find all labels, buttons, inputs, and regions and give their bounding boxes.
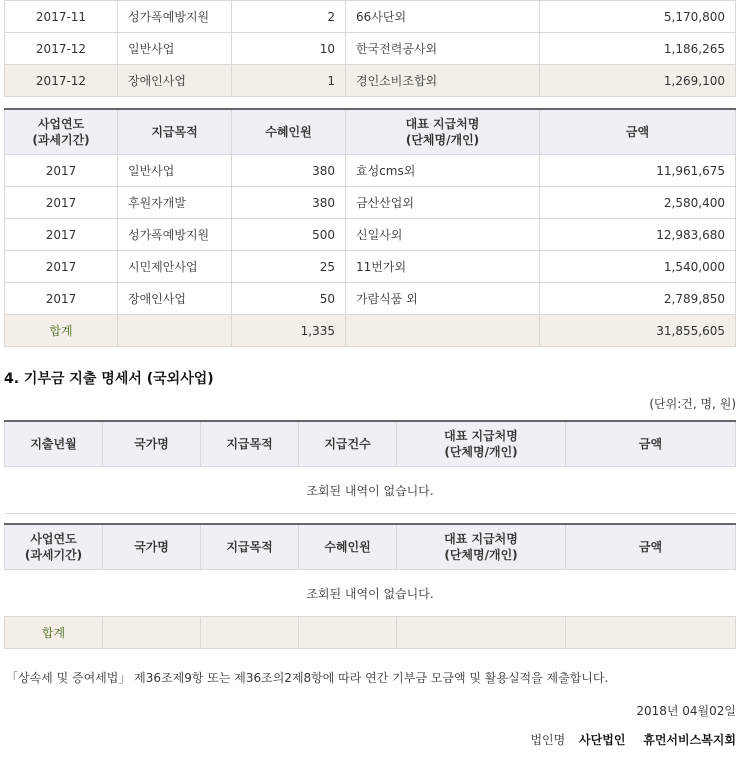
total-empty-cell [397, 617, 566, 649]
table-row [5, 219, 736, 251]
table-row [5, 1, 736, 33]
header-month: 지출년월 [5, 421, 103, 467]
header-recipient [346, 109, 540, 155]
table-row [5, 155, 736, 187]
cell-recipient: 66사단외 [346, 1, 540, 33]
header-label: 대표 지급처명 (단체명/개인) [405, 117, 480, 147]
cell-year: 2017 [5, 219, 118, 251]
total-empty-cell [103, 617, 201, 649]
total-count: 1,335 [232, 315, 346, 347]
overseas-summary-table [4, 523, 736, 649]
header-purpose: 지급목적 [118, 109, 232, 155]
corporation-name [530, 731, 736, 748]
total-empty-cell [118, 315, 232, 347]
table-row [5, 187, 736, 219]
cell-recipient: 가람식품 외 [346, 283, 540, 315]
cell-year: 2017 [5, 283, 118, 315]
total-empty-cell [566, 617, 736, 649]
overseas-expense-table [4, 420, 736, 514]
cell-amount: 2,789,850 [540, 283, 736, 315]
header-year [5, 524, 103, 570]
header-purpose: 지급목적 [201, 421, 299, 467]
table-row [5, 33, 736, 65]
cell-count: 380 [232, 187, 346, 219]
total-label: 합계 [5, 617, 103, 649]
submission-date: 2018년 04월02일 [636, 704, 736, 718]
header-country: 국가명 [103, 524, 201, 570]
submission-notice: 「상속세 및 증여세법」 제36조제9항 또는 제36조의2제8항에 따라 연간 기부금 모금액 및 활용실적을 제출합니다. [6, 671, 609, 685]
header-count: 지급건수 [299, 421, 397, 467]
domestic-summary-table [4, 108, 736, 347]
cell-purpose: 장애인사업 [118, 65, 232, 97]
cell-count: 25 [232, 251, 346, 283]
cell-purpose: 성가폭예방지원 [118, 1, 232, 33]
cell-year: 2017 [5, 187, 118, 219]
corp-label: 법인명 [530, 733, 566, 747]
cell-amount: 1,269,100 [540, 65, 736, 97]
total-row [5, 315, 736, 347]
cell-amount: 12,983,680 [540, 219, 736, 251]
empty-message: 조회된 내역이 없습니다. [5, 570, 736, 617]
corp-name: 휴먼서비스복지회 [643, 733, 736, 747]
cell-recipient: 11번가외 [346, 251, 540, 283]
header-beneficiaries: 수혜인원 [232, 109, 346, 155]
cell-count: 10 [232, 33, 346, 65]
header-recipient [397, 524, 566, 570]
header-beneficiaries: 수혜인원 [299, 524, 397, 570]
cell-recipient: 한국전력공사외 [346, 33, 540, 65]
cell-recipient: 경인소비조합외 [346, 65, 540, 97]
header-amount: 금액 [566, 524, 736, 570]
header-label: 사업연도 (과세기간) [32, 117, 90, 147]
header-country: 국가명 [103, 421, 201, 467]
total-label: 합계 [5, 315, 118, 347]
table-row [5, 251, 736, 283]
header-purpose: 지급목적 [201, 524, 299, 570]
table-header-row [5, 109, 736, 155]
cell-date: 2017-12 [5, 33, 118, 65]
domestic-expense-table-continued [4, 0, 736, 97]
total-empty-cell [346, 315, 540, 347]
cell-recipient: 금산산업외 [346, 187, 540, 219]
empty-row [5, 570, 736, 617]
cell-amount: 1,186,265 [540, 33, 736, 65]
total-amount: 31,855,605 [540, 315, 736, 347]
cell-amount: 2,580,400 [540, 187, 736, 219]
cell-date: 2017-12 [5, 65, 118, 97]
cell-year: 2017 [5, 251, 118, 283]
header-label: 대표 지급처명 (단체명/개인) [444, 532, 518, 562]
header-amount: 금액 [540, 109, 736, 155]
cell-recipient: 신일사외 [346, 219, 540, 251]
cell-amount: 5,170,800 [540, 1, 736, 33]
cell-count: 500 [232, 219, 346, 251]
cell-purpose: 성가폭예방지원 [118, 219, 232, 251]
cell-year: 2017 [5, 155, 118, 187]
cell-purpose: 일반사업 [118, 33, 232, 65]
cell-count: 2 [232, 1, 346, 33]
table-row [5, 65, 736, 97]
table-row [5, 283, 736, 315]
corp-type: 사단법인 [579, 733, 626, 747]
cell-purpose: 장애인사업 [118, 283, 232, 315]
cell-amount: 11,961,675 [540, 155, 736, 187]
section-title: 4. 기부금 지출 명세서 (국외사업) [4, 371, 214, 387]
cell-count: 50 [232, 283, 346, 315]
header-label: 사업연도 (과세기간) [24, 532, 83, 562]
header-recipient [397, 421, 566, 467]
empty-row [5, 467, 736, 514]
table-header-row [5, 421, 736, 467]
empty-message: 조회된 내역이 없습니다. [5, 467, 736, 514]
cell-purpose: 시민제안사업 [118, 251, 232, 283]
cell-date: 2017-11 [5, 1, 118, 33]
total-row [5, 617, 736, 649]
header-label: 대표 지급처명 (단체명/개인) [444, 429, 518, 459]
header-year [5, 109, 118, 155]
table-header-row [5, 524, 736, 570]
cell-recipient: 효성cms외 [346, 155, 540, 187]
cell-amount: 1,540,000 [540, 251, 736, 283]
total-empty-cell [201, 617, 299, 649]
cell-purpose: 일반사업 [118, 155, 232, 187]
header-amount: 금액 [566, 421, 736, 467]
cell-purpose: 후원자개발 [118, 187, 232, 219]
unit-label: (단위:건, 명, 원) [649, 397, 736, 411]
total-empty-cell [299, 617, 397, 649]
cell-count: 1 [232, 65, 346, 97]
cell-count: 380 [232, 155, 346, 187]
